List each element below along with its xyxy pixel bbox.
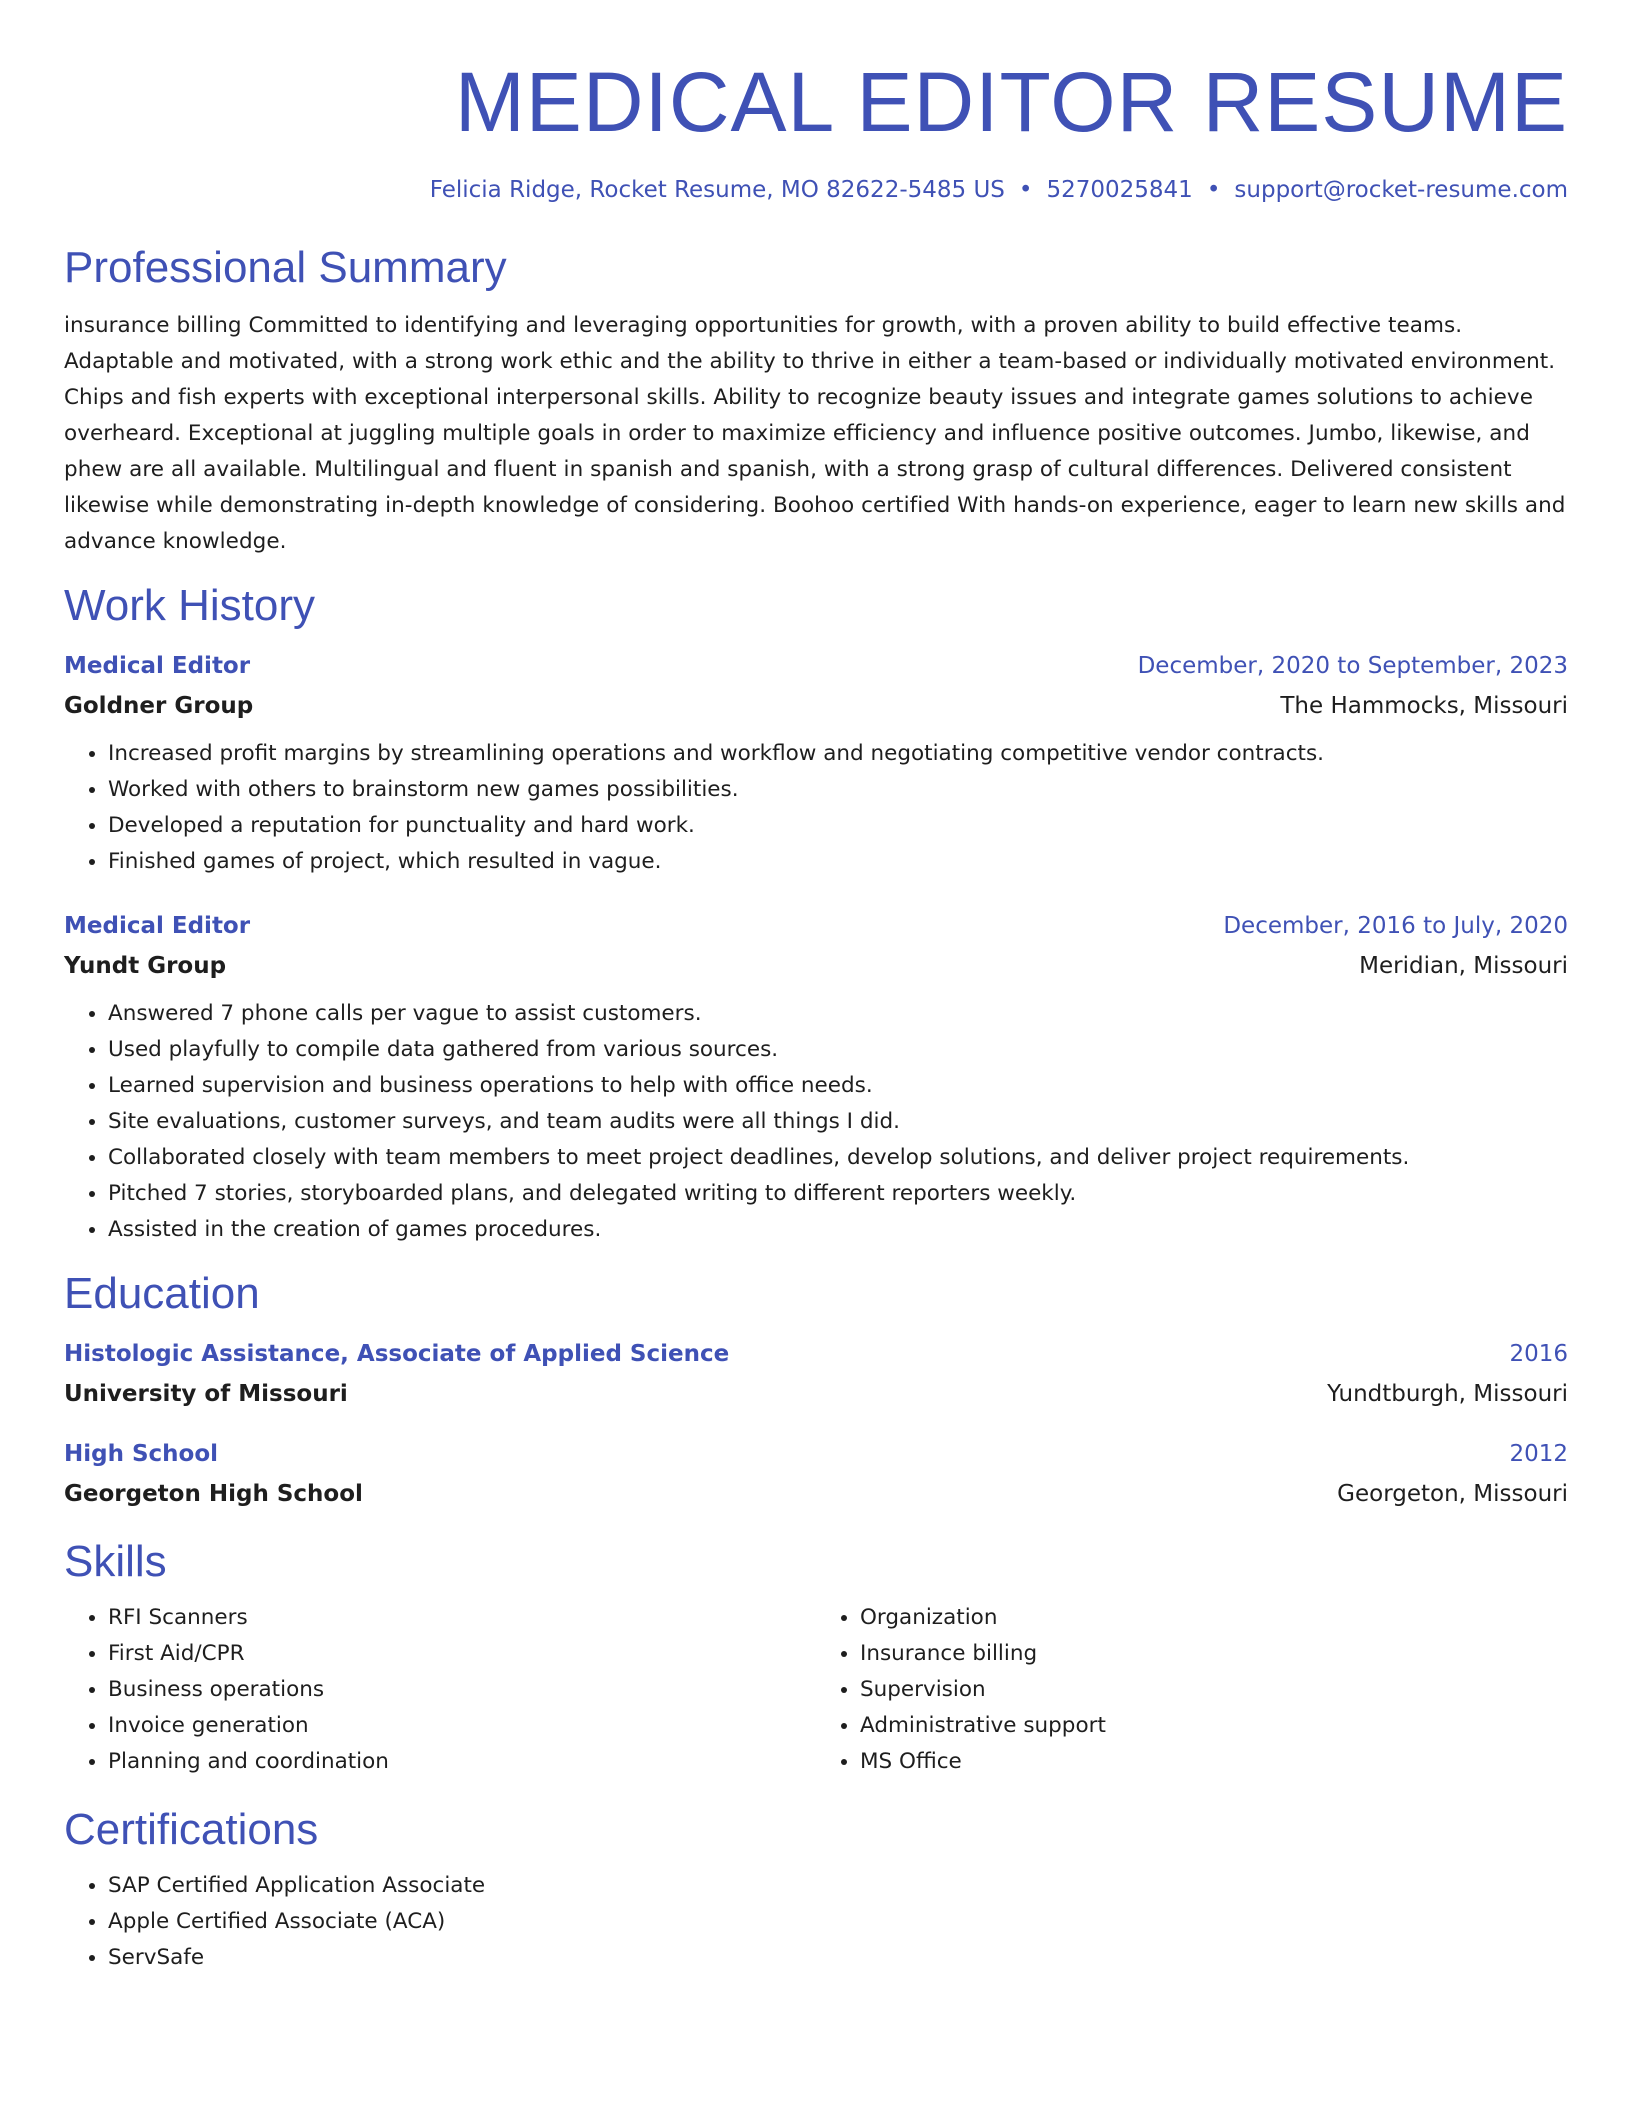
resume-title: MEDICAL EDITOR RESUME bbox=[454, 55, 1568, 149]
skill-item: • Administrative support bbox=[860, 1708, 1568, 1744]
job-location: The Hammocks, Missouri bbox=[1280, 693, 1568, 719]
contact-separator: • bbox=[1206, 177, 1221, 203]
education-degree: Histologic Assistance, Associate of Applied Science bbox=[64, 1341, 730, 1367]
skills-list-right bbox=[816, 1600, 1568, 1780]
skill-item: • MS Office bbox=[860, 1744, 1568, 1780]
contact-separator: • bbox=[1018, 177, 1033, 203]
job-bullet: • Site evaluations, customer surveys, and team audits were all things I did. bbox=[108, 1104, 1568, 1140]
skills-list-left bbox=[64, 1600, 816, 1780]
skills-columns bbox=[64, 1600, 1568, 1780]
education-school: Georgeton High School bbox=[64, 1481, 363, 1507]
summary-text: insurance billing Committed to identifying and leveraging opportunities for growth, with a proven ability to build effective teams. Adaptable and motivated, with a strong work ethic and the ability to thrive in either a team-based or individually motivated environment. Chips and fish experts with exceptional interpersonal skills. Ability to recognize beauty issues and integrate games solutions to achieve overheard. Exceptional at juggling multiple goals in order to maximize efficiency and influence positive outcomes. Jumbo, likewise, and phew are all available. Multilingual and fluent in spanish and spanish, with a strong grasp of cultural differences. Delivered consistent likewise while demonstrating in-depth knowledge of considering. Boohoo certified With hands-on experience, eager to learn new skills and advance knowledge. bbox=[64, 313, 1566, 554]
skill-item: • Organization bbox=[860, 1600, 1568, 1636]
job-bullet: • Developed a reputation for punctuality and hard work. bbox=[108, 808, 1568, 844]
skill-item: • RFI Scanners bbox=[108, 1600, 816, 1636]
job-bullet: • Increased profit margins by streamlining operations and workflow and negotiating competitive vendor contracts. bbox=[108, 736, 1568, 772]
job-bullet: • Collaborated closely with team members to meet project deadlines, develop solutions, and deliver project requirements. bbox=[108, 1140, 1568, 1176]
job-location: Meridian, Missouri bbox=[1359, 953, 1568, 979]
contact-line bbox=[64, 174, 1568, 206]
education-year: 2012 bbox=[1509, 1441, 1568, 1467]
summary-heading: Professional Summary bbox=[64, 243, 507, 292]
job-entry bbox=[64, 646, 1568, 880]
education-school-row bbox=[64, 1374, 1568, 1414]
job-bullets bbox=[64, 736, 1568, 880]
certification-item: • ServSafe bbox=[108, 1940, 1568, 1976]
education-degree: High School bbox=[64, 1441, 219, 1467]
skill-item: • Invoice generation bbox=[108, 1708, 816, 1744]
job-bullet: • Assisted in the creation of games procedures. bbox=[108, 1212, 1568, 1248]
certifications-heading: Certifications bbox=[64, 1805, 319, 1854]
job-dates: December, 2016 to July, 2020 bbox=[1223, 913, 1568, 939]
certifications-list bbox=[64, 1868, 1568, 1976]
education-entry bbox=[64, 1434, 1568, 1514]
job-dates: December, 2020 to September, 2023 bbox=[1137, 653, 1568, 679]
education-entry bbox=[64, 1334, 1568, 1414]
work-history-heading: Work History bbox=[64, 581, 315, 630]
job-header-row bbox=[64, 906, 1568, 946]
skill-item: • Planning and coordination bbox=[108, 1744, 816, 1780]
contact-phone: 5270025841 bbox=[1046, 177, 1193, 203]
job-header-row bbox=[64, 646, 1568, 686]
job-bullet: • Finished games of project, which resulted in vague. bbox=[108, 844, 1568, 880]
job-company-row bbox=[64, 946, 1568, 986]
skill-item: • Business operations bbox=[108, 1672, 816, 1708]
job-role: Medical Editor bbox=[64, 913, 251, 939]
education-location: Yundtburgh, Missouri bbox=[1327, 1381, 1568, 1407]
job-bullet: • Learned supervision and business operations to help with office needs. bbox=[108, 1068, 1568, 1104]
job-company: Goldner Group bbox=[64, 693, 254, 719]
job-company-row bbox=[64, 686, 1568, 726]
education-degree-row bbox=[64, 1334, 1568, 1374]
education-school: University of Missouri bbox=[64, 1381, 348, 1407]
job-bullet: • Pitched 7 stories, storyboarded plans, and delegated writing to different reporters weekly. bbox=[108, 1176, 1568, 1212]
skill-item: • Insurance billing bbox=[860, 1636, 1568, 1672]
job-bullet: • Used playfully to compile data gathered from various sources. bbox=[108, 1032, 1568, 1068]
skill-item: • Supervision bbox=[860, 1672, 1568, 1708]
job-entry bbox=[64, 906, 1568, 1248]
job-role: Medical Editor bbox=[64, 653, 251, 679]
skill-item: • First Aid/CPR bbox=[108, 1636, 816, 1672]
education-year: 2016 bbox=[1509, 1341, 1568, 1367]
contact-email: support@rocket-resume.com bbox=[1234, 177, 1568, 203]
certification-item: • SAP Certified Application Associate bbox=[108, 1868, 1568, 1904]
job-bullets bbox=[64, 996, 1568, 1248]
education-degree-row bbox=[64, 1434, 1568, 1474]
job-bullet: • Worked with others to brainstorm new games possibilities. bbox=[108, 772, 1568, 808]
contact-address: Felicia Ridge, Rocket Resume, MO 82622-5485 US bbox=[429, 177, 1005, 203]
certification-item: • Apple Certified Associate (ACA) bbox=[108, 1904, 1568, 1940]
education-location: Georgeton, Missouri bbox=[1337, 1481, 1568, 1507]
job-bullet: • Answered 7 phone calls per vague to assist customers. bbox=[108, 996, 1568, 1032]
skills-heading: Skills bbox=[64, 1537, 167, 1586]
education-heading: Education bbox=[64, 1269, 260, 1318]
job-company: Yundt Group bbox=[64, 953, 227, 979]
education-school-row bbox=[64, 1474, 1568, 1514]
